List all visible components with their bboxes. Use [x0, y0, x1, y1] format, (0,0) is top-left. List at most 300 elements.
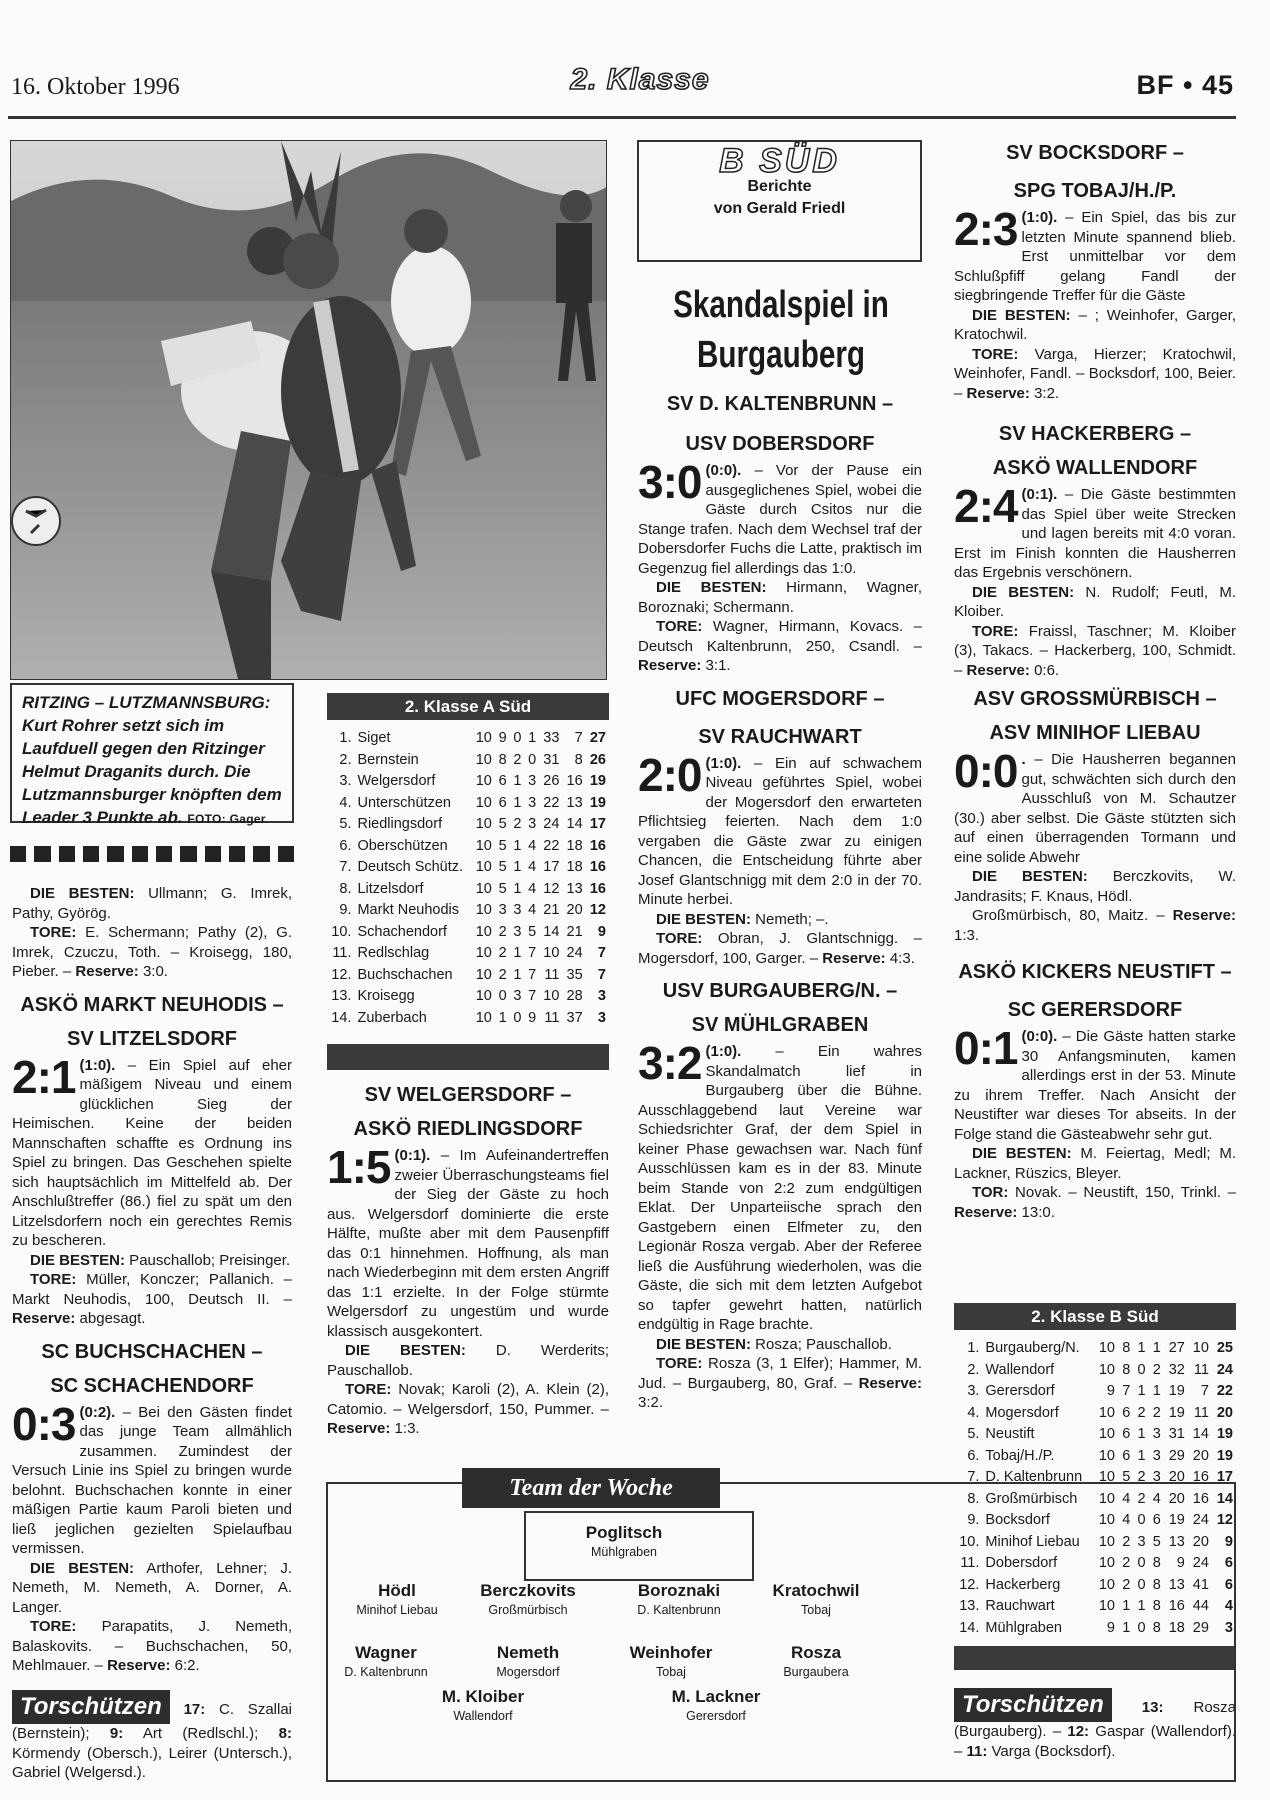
played: 10 [1098, 1447, 1115, 1464]
text: Berczkovits, W. Jandrasits; F. Knaus, Hödl. [954, 868, 1236, 905]
match-heading: SV LITZELSDORF [67, 1027, 237, 1050]
byline: Berichte [747, 177, 812, 195]
points: 22 [1216, 1383, 1233, 1399]
match-heading: SC SCHACHENDORF [50, 1374, 254, 1397]
label: DIE BESTEN: [656, 579, 767, 596]
won: 5 [1122, 1469, 1131, 1485]
goals-for: 27 [1168, 1340, 1185, 1356]
label: TORE: [656, 618, 703, 635]
played: 10 [475, 751, 492, 768]
rank: 8. [967, 1490, 980, 1507]
team: Oberschützen [357, 837, 448, 854]
match-heading: ASV MINIHOF LIEBAU [989, 722, 1201, 744]
rank: 9. [339, 902, 352, 918]
label: Reserve: [954, 1203, 1018, 1221]
rank: 12. [959, 1576, 980, 1593]
label: DIE BESTEN: [30, 1251, 126, 1269]
text: E. Schermann; Pathy (2), G. Imrek, Czuczu, Toth. – Kroisegg, 180, Pieber. – [12, 924, 292, 980]
goal-count: 13: [1141, 1699, 1164, 1716]
played: 10 [475, 859, 492, 875]
team: Siget [357, 730, 391, 746]
points: 27 [589, 730, 606, 746]
label: TORE: [656, 1355, 703, 1372]
label: DIE BESTEN: [656, 1335, 752, 1353]
drawn: 2 [513, 816, 522, 832]
player-club: D. Kaltenbrunn [344, 1665, 428, 1679]
played: 10 [475, 880, 492, 897]
won: 3 [498, 902, 507, 918]
player-club: Großmürbisch [488, 1603, 568, 1617]
drawn: 1 [513, 880, 522, 897]
drawn: 1 [1137, 1426, 1146, 1442]
goal-count: 9: [109, 1725, 124, 1742]
drawn: 2 [1137, 1469, 1146, 1485]
played: 10 [475, 988, 492, 1004]
drawn: 1 [513, 859, 522, 875]
scorer: C. Szallai (Bernstein); [12, 1701, 292, 1742]
lost: 4 [528, 859, 537, 875]
lost: 4 [528, 837, 537, 854]
match-score: 1:5 [327, 1141, 391, 1193]
match-report: – Die Gäste hatten starke 30 Anfangsminuten, kamen allerdings erst in der 53. Minute zu ihrem Treffer. Nach Ansicht der Neustifter war dieses Tor abseits. In der Folge stand die Gästeabwehr sehr gut. [954, 1028, 1236, 1143]
text: D. Werderits; Pauschallob. [327, 1342, 609, 1379]
goals-against: 16 [566, 773, 583, 789]
text: Wagner, Hirmann, Kovacs. – Deutsch Kaltenbrunn, 250, Csandl. – [638, 618, 922, 655]
label: Reserve: [966, 384, 1030, 402]
lost: 1 [1152, 1383, 1161, 1399]
drawn: 0 [513, 1009, 522, 1026]
match-heading: SV MÜHLGRABEN [691, 1014, 869, 1036]
label: Reserve: [966, 661, 1030, 679]
drawn: 1 [513, 837, 522, 854]
goals-for: 21 [543, 902, 560, 918]
lost: 8 [1152, 1619, 1161, 1636]
points: 3 [1224, 1619, 1233, 1636]
halftime: (1:0). [79, 1056, 116, 1074]
points: 4 [1224, 1598, 1233, 1614]
halftime: (0:2). [79, 1403, 116, 1421]
label: TORE: [30, 1618, 77, 1635]
lost: 7 [528, 988, 537, 1004]
points: 16 [589, 837, 606, 854]
match-heading: ASKÖ WALLENDORF [992, 457, 1198, 479]
match-heading: SC BUCHSCHACHEN – [41, 1340, 263, 1363]
lost: 5 [528, 923, 537, 940]
lost: 4 [1152, 1490, 1161, 1507]
text: 3:2. [638, 1394, 664, 1411]
played: 10 [1098, 1576, 1115, 1593]
text: 3:1. [701, 657, 731, 674]
lost: 2 [1152, 1361, 1161, 1378]
team: Mogersdorf [985, 1404, 1059, 1421]
standings-row [327, 922, 609, 944]
lost: 3 [1152, 1426, 1161, 1442]
goals-for: 17 [543, 859, 560, 875]
points: 3 [597, 988, 606, 1004]
standings-row [327, 857, 609, 879]
goals-against: 20 [1192, 1447, 1209, 1464]
rank: 3. [967, 1383, 980, 1399]
points: 17 [1216, 1469, 1233, 1485]
drawn: 2 [1137, 1490, 1146, 1507]
goals-for: 20 [1168, 1490, 1185, 1507]
label: DIE BESTEN: [972, 583, 1075, 601]
drawn: 1 [1137, 1340, 1146, 1356]
team: Mühlgraben [985, 1619, 1062, 1636]
goals-for: 22 [543, 794, 560, 811]
rank: 13. [959, 1598, 980, 1614]
text: 0:6. [1029, 661, 1060, 679]
standings-row [327, 879, 609, 901]
match-score: 2:0 [638, 748, 702, 801]
match-report: – Die Gäste bestimmten das Spiel über weite Strecken und lagen bereits mit 4:0 voran. Erst im Finish konnten die Hausherren das Ergebnis verschönern. [954, 486, 1236, 581]
standings-row [327, 750, 609, 772]
drawn: 1 [1137, 1447, 1146, 1464]
column-1 [12, 884, 292, 1676]
team: Dobersdorf [985, 1555, 1058, 1571]
played: 10 [1098, 1469, 1115, 1485]
rank: 11. [960, 1555, 980, 1571]
team: Buchschachen [357, 966, 453, 983]
text: 3:2. [1029, 384, 1060, 402]
won: 8 [498, 751, 507, 768]
label: Reserve: [638, 657, 702, 674]
match-heading: SV HACKERBERG – [998, 423, 1192, 445]
goals-for: 33 [543, 730, 560, 746]
goals-against: 16 [1192, 1490, 1209, 1507]
played: 10 [475, 1009, 492, 1026]
standings-title: 2. Klasse B Süd [954, 1303, 1236, 1330]
text: Varga, Hierzer; Kratochwil, Weinhofer, Fandl. – Bocksdorf, 100, Beier. – [954, 345, 1236, 402]
goals-against: 11 [1193, 1404, 1209, 1421]
rank: 12. [331, 966, 352, 983]
points: 26 [589, 751, 606, 768]
lost: 0 [528, 751, 537, 768]
column-4 [954, 136, 1236, 1222]
player-club: D. Kaltenbrunn [637, 1603, 721, 1617]
player-name: Berczkovits [480, 1581, 576, 1600]
team: Neustift [985, 1426, 1035, 1442]
drawn: 1 [513, 773, 522, 789]
drawn: 3 [513, 988, 522, 1004]
match-heading: ASKÖ MARKT NEUHODIS – [20, 993, 284, 1016]
team-player [731, 1580, 901, 1618]
won: 8 [1122, 1361, 1131, 1378]
played: 10 [1098, 1361, 1115, 1378]
goals-against: 11 [1193, 1361, 1209, 1378]
points: 12 [589, 902, 606, 918]
goals-against: 20 [1192, 1533, 1209, 1550]
rank: 10. [331, 923, 352, 940]
drawn: 2 [513, 751, 522, 768]
goals-for: 11 [544, 1009, 560, 1026]
goals-for: 10 [543, 988, 560, 1004]
played: 10 [475, 923, 492, 940]
rank: 9. [967, 1512, 980, 1528]
lost: 4 [528, 902, 537, 918]
match-report: – Vor der Pause ein ausgeglichenes Spiel, wobei die Gäste durch Csitos nur die Stange trafen. Nach dem Wechsel traf der Dobersdorfer Fuchs die Latte, praktisch im Gegenzug fiel allerdings das 1:0. [638, 462, 922, 577]
won: 6 [1122, 1447, 1131, 1464]
goals-against: 24 [1192, 1512, 1209, 1528]
rank: 11. [332, 945, 352, 961]
player-name: Nemeth [496, 1643, 560, 1662]
played: 10 [1098, 1598, 1115, 1614]
lost: 5 [1152, 1533, 1161, 1550]
halftime: (1:0). [705, 754, 742, 772]
standings-row [327, 771, 609, 793]
lost: 8 [1152, 1555, 1161, 1571]
label: Reserve: [75, 963, 139, 980]
goals-against: 21 [566, 923, 583, 940]
goals-for: 19 [1168, 1512, 1185, 1528]
label: TORE: [30, 924, 77, 941]
column-3 [638, 387, 922, 1413]
goals-against: 41 [1192, 1576, 1209, 1593]
played: 10 [475, 794, 492, 811]
rank: 4. [967, 1404, 980, 1421]
halftime: (1:0). [1021, 209, 1058, 226]
halftime: (0:1). [1021, 486, 1058, 503]
points: 24 [1216, 1361, 1233, 1378]
match-heading: SV BOCKSDORF – [1006, 142, 1184, 164]
won: 8 [1122, 1340, 1131, 1356]
played: 10 [475, 730, 492, 746]
won: 5 [498, 816, 507, 832]
match-report: – Ein Spiel auf eher mäßigem Niveau und einem glücklichen Sieg der Heimischen. Keine der beiden Mannschaften schaffte es Ordnung ins Spiel zu bringen. Das Geschehen spielte sich hauptsächlich im Mittelfeld ab. Der Anschlußtreffer (86.) fiel zu spät um den Litzelsdorfern noch ein gerechtes Remis zu bescheren. [12, 1056, 292, 1249]
player-club: Tobaj [801, 1603, 831, 1617]
label: DIE BESTEN: [656, 910, 752, 928]
standings-row [954, 1338, 1236, 1360]
goals-for: 16 [1168, 1598, 1185, 1614]
torschuetzen-badge: Torschützen [12, 1690, 170, 1724]
goals-for: 11 [544, 966, 560, 983]
halftime: (0:0). [1021, 1028, 1058, 1045]
text: 3:0. [138, 963, 168, 980]
match-score: 2:3 [954, 203, 1018, 255]
won: 6 [498, 773, 507, 789]
match-score: 2:1 [12, 1050, 76, 1103]
points: 16 [589, 880, 606, 897]
rank: 6. [967, 1447, 980, 1464]
player-name: M. Kloiber [441, 1687, 525, 1706]
match-heading: SPG TOBAJ/H./P. [1013, 180, 1177, 202]
won: 5 [498, 837, 507, 854]
standings-row [954, 1403, 1236, 1425]
goals-against: 44 [1192, 1598, 1209, 1614]
torschuetzen-badge: Torschützen [954, 1688, 1112, 1722]
standings-row [954, 1424, 1236, 1446]
played: 10 [475, 902, 492, 918]
player-name: Hödl [378, 1581, 416, 1600]
label: TORE: [656, 930, 703, 947]
drawn: 0 [1137, 1555, 1146, 1571]
standings-a [327, 693, 609, 1029]
lost: 1 [528, 730, 537, 746]
grey-divider [327, 1044, 609, 1070]
goals-against: 18 [566, 859, 583, 875]
goals-for: 26 [543, 773, 560, 789]
text: 13:0. [1017, 1203, 1055, 1221]
won: 2 [1122, 1576, 1131, 1593]
match-heading: ASKÖ KICKERS NEUSTIFT – [958, 961, 1232, 983]
goals-against: 13 [566, 794, 583, 811]
rank: 14. [959, 1619, 980, 1636]
drawn: 3 [513, 923, 522, 940]
player-name: Poglitsch [585, 1523, 663, 1542]
won: 2 [498, 966, 507, 983]
goals-against: 16 [1192, 1469, 1209, 1485]
label: DIE BESTEN: [345, 1342, 466, 1359]
headline [671, 280, 891, 380]
drawn: 0 [1137, 1576, 1146, 1593]
team: Welgersdorf [357, 773, 436, 789]
drawn: 2 [1137, 1404, 1146, 1421]
standings-row [954, 1446, 1236, 1468]
match-heading: UFC MOGERSDORF – [675, 687, 885, 710]
points: 19 [589, 794, 606, 811]
match-heading: SC GERERSDORF [1007, 999, 1183, 1021]
standings-row [327, 900, 609, 922]
played: 10 [475, 945, 492, 961]
goal-count: 8: [278, 1725, 292, 1742]
match-photo [10, 140, 607, 680]
team: Großmürbisch [985, 1490, 1078, 1507]
halftime: (1:0). [705, 1043, 742, 1060]
rank: 5. [339, 816, 352, 832]
won: 5 [498, 859, 507, 875]
text: Müller, Konczer; Pallanich. – Markt Neuhodis, 100, Deutsch II. – [12, 1271, 292, 1308]
section-title: 2. Klasse [570, 63, 710, 96]
team: Hackerberg [985, 1576, 1061, 1593]
goals-against: 28 [566, 988, 583, 1004]
team-der-woche-title: Team der Woche [462, 1468, 720, 1508]
goals-for: 31 [543, 751, 560, 768]
player-club: Burgaubera [783, 1665, 849, 1679]
drawn: 1 [513, 966, 522, 983]
team-player [443, 1580, 613, 1618]
rank: 10. [959, 1533, 980, 1550]
won: 7 [1122, 1383, 1131, 1399]
goal-count: 11: [966, 1742, 988, 1760]
rank: 13. [331, 988, 352, 1004]
won: 5 [498, 880, 507, 897]
played: 10 [1098, 1404, 1115, 1421]
goals-for: 31 [1168, 1426, 1185, 1442]
text: Nemeth; –. [751, 910, 829, 928]
torschuetzen-a [12, 1690, 292, 1783]
rank: 3. [339, 773, 352, 789]
issue-date: 16. Oktober 1996 [11, 74, 180, 100]
label: TORE: [972, 622, 1019, 640]
match-heading: ASKÖ RIEDLINGSDORF [353, 1118, 583, 1140]
standings-row [327, 943, 609, 965]
match-score: 3:2 [638, 1037, 702, 1089]
drawn: 1 [1137, 1383, 1146, 1399]
won: 6 [498, 794, 507, 811]
label: Reserve: [822, 949, 886, 967]
scorer: Gaspar (Wallendorf). – [954, 1723, 1236, 1760]
won: 2 [498, 923, 507, 940]
won: 2 [1122, 1533, 1131, 1550]
player-name: Weinhofer [629, 1643, 713, 1662]
halftime: . [1021, 751, 1026, 768]
played: 10 [475, 966, 492, 983]
photo-caption [10, 683, 294, 827]
text: Novak; Karoli (2), A. Klein (2), Catomio. – Welgersdorf, 150, Pummer. – [327, 1381, 609, 1418]
label: Reserve: [858, 1374, 923, 1392]
points: 17 [589, 816, 606, 832]
standings-table [327, 728, 609, 1029]
text: M. Feiertag, Medl; M. Lackner, Rüszics, Bleyer. [954, 1145, 1236, 1182]
player-name: Boroznaki [637, 1581, 721, 1600]
lost: 6 [1152, 1512, 1161, 1528]
points: 14 [1216, 1490, 1233, 1507]
rank: 7. [967, 1469, 980, 1485]
standings-row [954, 1360, 1236, 1382]
text: 4:3. [885, 949, 915, 967]
goals-against: 20 [566, 902, 583, 918]
b-sued-box [637, 140, 922, 262]
won: 1 [1122, 1598, 1131, 1614]
lost: 3 [528, 773, 537, 789]
won: 2 [1122, 1555, 1131, 1571]
standings-row [327, 986, 609, 1008]
text: abgesagt. [75, 1310, 146, 1327]
caption-text: RITZING – LUTZMANNSBURG: Kurt Rohrer setzt sich im Laufduell gegen den Ritzinger Helmut Draganits durch. Die Lutzmannsburger knöpften dem Leader 3 Punkte ab. [22, 693, 282, 827]
rank: 1. [967, 1340, 980, 1356]
text: 6:2. [170, 1657, 200, 1674]
points: 9 [1224, 1533, 1233, 1550]
lost: 3 [1152, 1469, 1161, 1485]
page-number: BF • 45 [1136, 70, 1234, 100]
played: 10 [1098, 1426, 1115, 1442]
goals-against: 14 [566, 816, 583, 832]
won: 6 [1122, 1426, 1131, 1442]
rank: 7. [339, 859, 352, 875]
goals-against: 24 [566, 945, 583, 961]
points: 19 [1216, 1426, 1233, 1442]
drawn: 0 [1137, 1361, 1146, 1378]
lost: 2 [1152, 1404, 1161, 1421]
team: D. Kaltenbrunn [985, 1469, 1083, 1485]
team: Tobaj/H./P. [985, 1447, 1055, 1464]
lost: 3 [1152, 1447, 1161, 1464]
player-club: Gerersdorf [686, 1709, 746, 1723]
match-report: – Bei den Gästen findet das junge Team allmählich zusammen. Zumindest der Versuch Linie ins Spiel zu bringen wurde belohnt. Buchschachen konnte in einer mäßigen Partie kaum Paroli bieten und ließ jeglichen gezielten Spielaufbau vermissen. [12, 1403, 292, 1557]
text: 1:3. [954, 926, 980, 944]
team: Schachendorf [357, 923, 447, 940]
goals-against: 14 [1192, 1426, 1209, 1442]
goals-for: 29 [1168, 1447, 1185, 1464]
played: 10 [1098, 1533, 1115, 1550]
lost: 7 [528, 966, 537, 983]
lost: 8 [1152, 1598, 1161, 1614]
points: 7 [597, 966, 606, 983]
label: DIE BESTEN: [30, 1559, 135, 1577]
lost: 7 [528, 945, 537, 961]
label: TORE: [972, 345, 1019, 363]
player-club: Mühlgraben [590, 1545, 657, 1559]
header-rule [8, 116, 1236, 119]
match-heading: USV DOBERSDORF [685, 433, 875, 455]
text: Arthofer, Lehner; J. Nemeth, M. Nemeth, A. Dorner, A. Langer. [12, 1559, 292, 1616]
team: Bocksdorf [985, 1512, 1050, 1528]
match-score: 2:4 [954, 480, 1018, 532]
standings-row [327, 965, 609, 987]
team: Bernstein [357, 751, 419, 768]
team: Minihof Liebau [985, 1533, 1080, 1550]
goals-against: 29 [1192, 1619, 1209, 1636]
